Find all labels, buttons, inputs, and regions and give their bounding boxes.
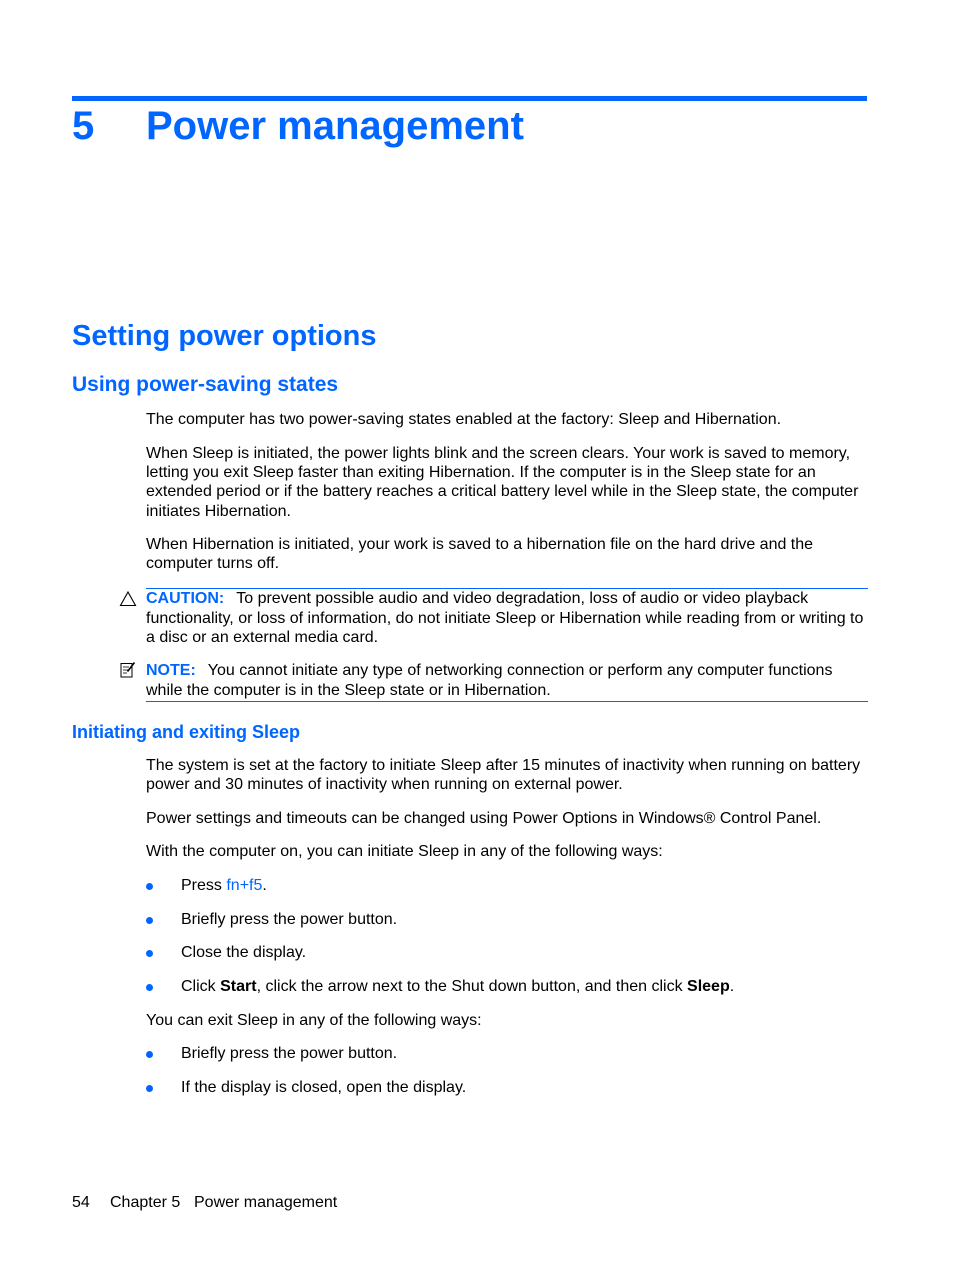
caution-notice — [146, 588, 868, 648]
list-item-text: Press fn+f5. — [181, 877, 267, 894]
note-label: NOTE: — [146, 662, 196, 679]
list-item-text: Briefly press the power button. — [181, 911, 398, 928]
bullet-icon — [146, 1051, 153, 1058]
paragraph-hibernation-description: When Hibernation is initiated, your work is saved to a hibernation file on the hard drive and the computer turns off. — [146, 536, 814, 573]
paragraph-power-saving-intro: The computer has two power-saving states enabled at the factory: Sleep and Hibernation. — [146, 411, 782, 428]
bullet-icon — [146, 1085, 153, 1092]
section-title: Setting power options — [72, 320, 377, 352]
list-item-click-start — [146, 977, 868, 996]
list-item-text: Briefly press the power button. — [181, 1045, 398, 1062]
caution-label: CAUTION: — [146, 590, 225, 607]
paragraph-initiate-intro: With the computer on, you can initiate Sleep in any of the following ways: — [146, 843, 663, 860]
paragraph-sleep-description: When Sleep is initiated, the power lights blink and the screen clears. Your work is saved to memory, letting you exit Sleep faster than exiting Hibernation. If the computer is in the Sleep state for an extended period or if the battery reaches a critical battery level while in the Sleep state, the computer initiates Hibernation. — [146, 445, 859, 520]
chapter-heading — [72, 100, 524, 152]
note-pencil-icon — [119, 661, 137, 679]
list-item-power-button — [146, 910, 868, 929]
bullet-icon — [146, 917, 153, 924]
bullet-icon — [146, 950, 153, 957]
subsection-title: Using power-saving states — [72, 373, 339, 396]
list-item-text: Close the display. — [181, 944, 307, 961]
note-notice — [146, 661, 868, 702]
list-item-exit-power-button — [146, 1044, 868, 1063]
caution-text: To prevent possible audio and video degradation, loss of audio or video playback functionality, or loss of information, do not initiate Sleep or Hibernation while reading from or writing to a disc or an external media card. — [146, 590, 864, 646]
caution-triangle-icon — [119, 590, 137, 608]
list-item-press-key — [146, 876, 868, 895]
list-item-close-display — [146, 943, 868, 962]
bullet-icon — [146, 883, 153, 890]
footer-chapter-title: Power management — [194, 1194, 338, 1211]
page-footer — [72, 1193, 337, 1212]
paragraph-exit-intro: You can exit Sleep in any of the following ways: — [146, 1012, 482, 1029]
sleep-section-title: Initiating and exiting Sleep — [72, 722, 301, 742]
paragraph-power-settings: Power settings and timeouts can be changed using Power Options in Windows® Control Panel. — [146, 810, 822, 827]
page-number: 54 — [72, 1194, 90, 1211]
chapter-number: 5 — [72, 104, 95, 148]
paragraph-sleep-factory: The system is set at the factory to initiate Sleep after 15 minutes of inactivity when running on battery power and 30 minutes of inactivity when running on external power. — [146, 757, 861, 794]
list-item-text: If the display is closed, open the display. — [181, 1079, 467, 1096]
footer-chapter-label: Chapter 5 — [110, 1194, 181, 1211]
chapter-title: Power management — [146, 104, 524, 148]
sleep-label: Sleep — [687, 978, 730, 995]
list-item-text: Click Start, click the arrow next to the Shut down button, and then click Sleep. — [181, 978, 735, 995]
bullet-icon — [146, 984, 153, 991]
start-label: Start — [220, 978, 257, 995]
fn-f5-key: fn+f5 — [226, 877, 263, 894]
note-text: You cannot initiate any type of networking connection or perform any computer functions while the computer is in the Sleep state or in Hibernation. — [146, 662, 833, 699]
list-item-exit-open-display — [146, 1078, 868, 1097]
